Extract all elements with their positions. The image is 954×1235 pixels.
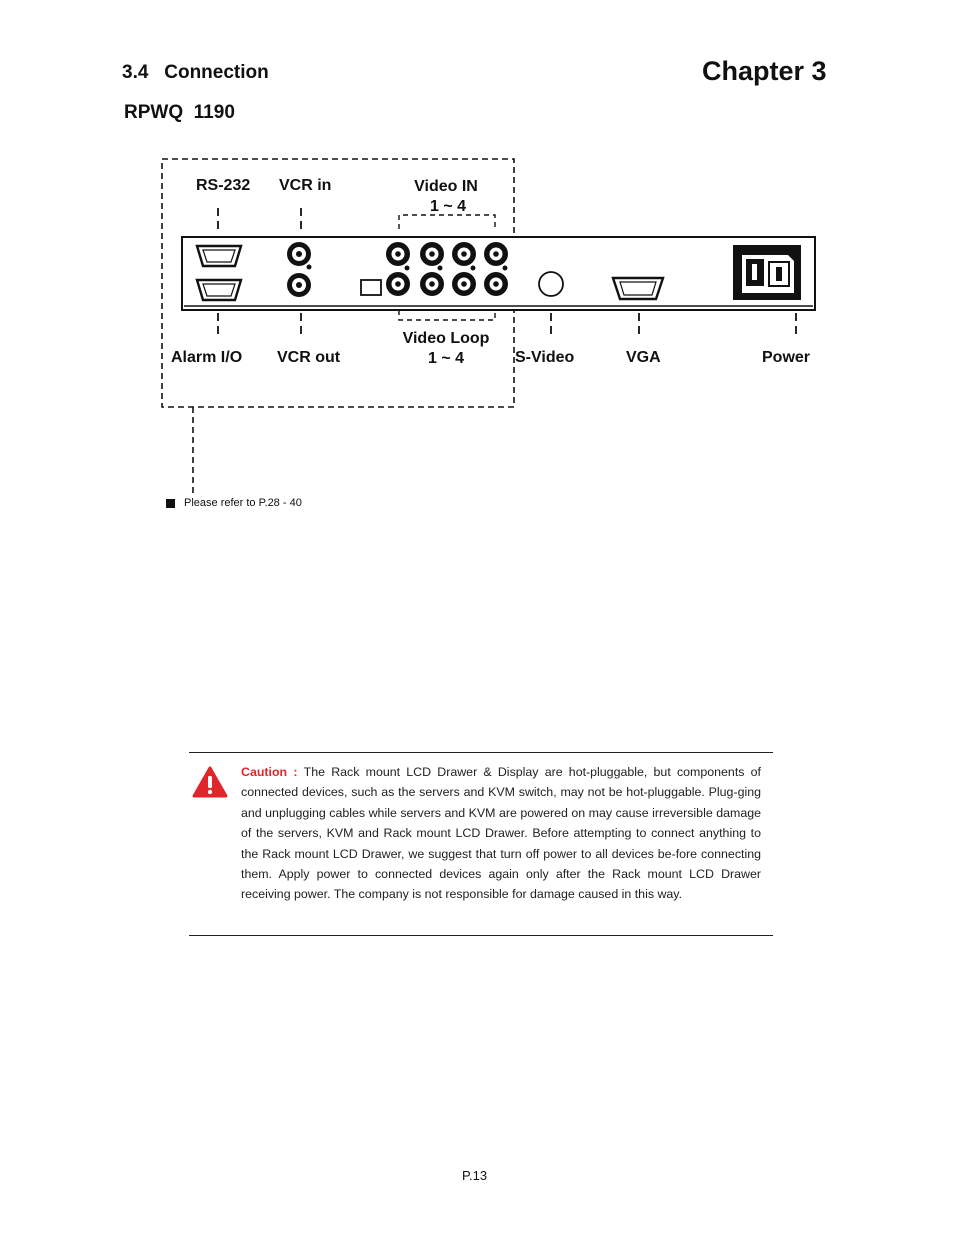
bullet-square-icon	[166, 499, 175, 508]
s-video-port	[539, 272, 563, 296]
label-video-in-range: 1 ~ 4	[429, 198, 467, 215]
label-video-in-title: Video IN	[414, 178, 478, 195]
caution-paragraph	[241, 762, 761, 905]
caution-box	[189, 752, 773, 936]
warning-icon	[192, 766, 228, 798]
reference-note-text: Please refer to P.28 - 40	[184, 497, 302, 509]
caution-label: Caution :	[241, 765, 304, 779]
label-video-loop	[403, 329, 490, 369]
label-rs232: RS-232	[196, 177, 251, 194]
label-video-loop-title: Video Loop	[402, 330, 490, 347]
page-number: P.13	[462, 1168, 488, 1183]
section-title: 3.4 Connection	[122, 62, 269, 83]
video-loop-bracket	[399, 310, 495, 320]
vcr-out-bnc	[287, 273, 311, 297]
label-vcr-in: VCR in	[279, 177, 332, 194]
reference-note	[166, 497, 302, 509]
label-vcr-out: VCR out	[277, 349, 341, 366]
power-inlet	[733, 245, 801, 300]
label-video-loop-range: 1 ~ 4	[427, 350, 465, 367]
label-power: Power	[762, 349, 811, 366]
label-vga: VGA	[626, 349, 661, 366]
model-title: RPWQ 1190	[124, 102, 235, 123]
chapter-title: Chapter 3	[702, 56, 827, 86]
caution-body: The Rack mount LCD Drawer & Display are hot-pluggable, but components of connected devices, such as the servers and KVM switch, may not be hot-pluggable. Plug-ging and unplugging cables while servers and KVM are powered on may cause irreversible damage of the servers, KVM and Rack mount LCD Drawer. Before attempting to connect anything to the Rack mount LCD Drawer, we suggest that turn off power to all devices be-fore connecting them. Apply power to connected devices again only after the Rack mount LCD Drawer receiving power. The company is not responsible for damage caused in this way.	[241, 765, 761, 902]
label-video-in	[414, 177, 478, 217]
video-in-bracket	[399, 215, 495, 229]
label-s-video: S-Video	[515, 349, 575, 366]
label-alarm-io: Alarm I/O	[171, 349, 243, 366]
connection-diagram	[0, 0, 954, 520]
